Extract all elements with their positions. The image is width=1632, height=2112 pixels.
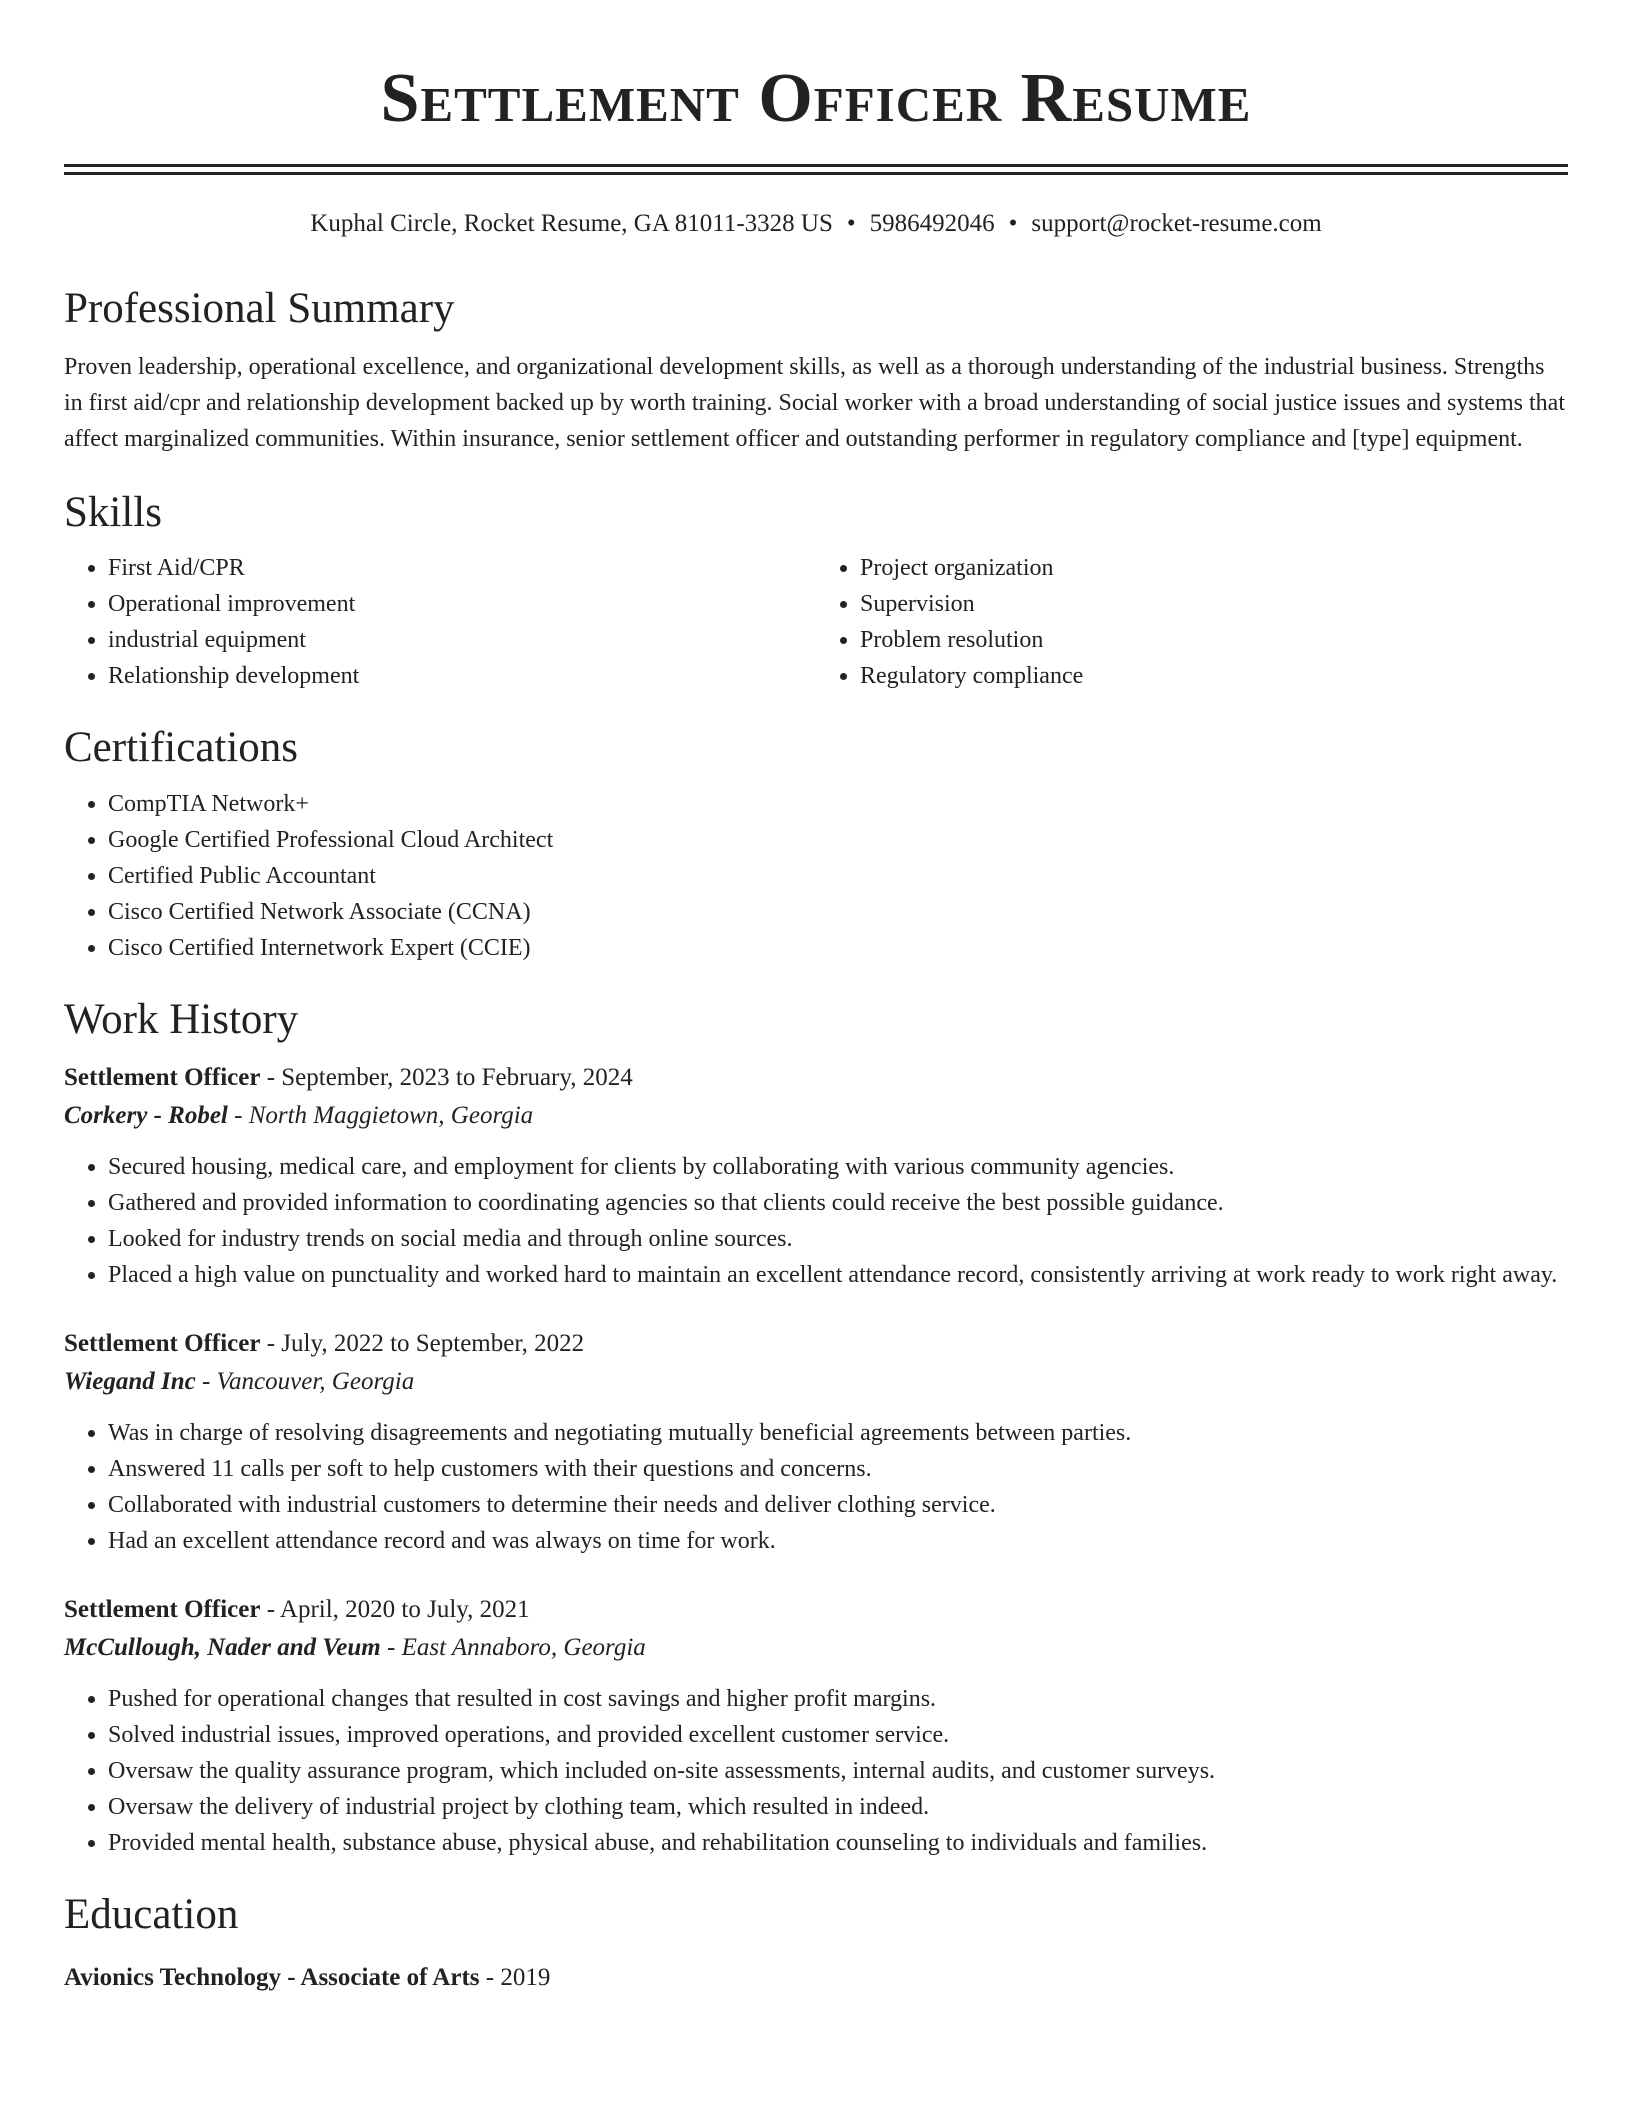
education-entry xyxy=(64,1959,1568,1997)
job-bullet: • Looked for industry trends on social media and through online sources. xyxy=(108,1221,1568,1257)
job-company-line xyxy=(64,1629,1568,1667)
job-company-line xyxy=(64,1363,1568,1401)
skills-grid xyxy=(64,550,1568,694)
contact-separator: • xyxy=(846,210,856,237)
education-heading: Education xyxy=(64,1891,239,1939)
job-title: Settlement Officer xyxy=(64,1330,261,1358)
job-bullet: • Was in charge of resolving disagreements and negotiating mutually beneficial agreements between parties. xyxy=(108,1415,1568,1451)
certifications-heading: Certifications xyxy=(64,724,299,772)
job-bullet: • Collaborated with industrial customers to determine their needs and deliver clothing service. xyxy=(108,1487,1568,1523)
skill-item: • Regulatory compliance xyxy=(860,658,1568,694)
skill-item: • Problem resolution xyxy=(860,622,1568,658)
job-title-line xyxy=(64,1059,1568,1097)
education-year: - 2019 xyxy=(479,1963,551,1991)
job-bullet: • Solved industrial issues, improved operations, and provided excellent customer service. xyxy=(108,1717,1568,1753)
title-divider xyxy=(64,164,1568,175)
job-dates: - April, 2020 to July, 2021 xyxy=(260,1596,530,1624)
job-bullet: • Secured housing, medical care, and employment for clients by collaborating with various community agencies. xyxy=(108,1149,1568,1185)
job-company: Corkery - Robel xyxy=(64,1102,228,1130)
education-degree: Avionics Technology - Associate of Arts xyxy=(64,1963,480,1991)
skill-item: • industrial equipment xyxy=(108,622,816,658)
job-dates: - July, 2022 to September, 2022 xyxy=(260,1330,585,1358)
job-bullet: • Provided mental health, substance abuse, physical abuse, and rehabilitation counseling to individuals and families. xyxy=(108,1825,1568,1861)
job-bullet: • Had an excellent attendance record and was always on time for work. xyxy=(108,1523,1568,1559)
job-location: - East Annaboro, Georgia xyxy=(380,1634,646,1662)
job-entry xyxy=(64,1591,1568,1861)
job-dates: - September, 2023 to February, 2024 xyxy=(260,1064,633,1092)
skills-list-right xyxy=(816,550,1568,694)
skills-section xyxy=(64,487,1568,695)
summary-heading: Professional Summary xyxy=(64,285,455,332)
certifications-section xyxy=(64,722,1568,966)
contact-address: Kuphal Circle, Rocket Resume, GA 81011-3328 US xyxy=(310,210,833,237)
contact-phone: 5986492046 xyxy=(869,210,995,237)
job-company: Wiegand Inc xyxy=(64,1368,196,1396)
job-bullet: • Gathered and provided information to coordinating agencies so that clients could receive the best possible guidance. xyxy=(108,1185,1568,1221)
job-title: Settlement Officer xyxy=(64,1596,261,1624)
skills-list-left xyxy=(64,550,816,694)
job-bullet: • Pushed for operational changes that resulted in cost savings and higher profit margins. xyxy=(108,1681,1568,1717)
job-bullet: • Oversaw the delivery of industrial project by clothing team, which resulted in indeed. xyxy=(108,1789,1568,1825)
contact-separator: • xyxy=(1008,210,1018,237)
summary-section xyxy=(64,283,1568,457)
certification-item: • Cisco Certified Internetwork Expert (CCIE) xyxy=(108,930,1568,966)
job-bullet: • Placed a high value on punctuality and worked hard to maintain an excellent attendance record, consistently arriving at work ready to work right away. xyxy=(108,1257,1568,1293)
job-location: - Vancouver, Georgia xyxy=(195,1368,415,1396)
work-history-heading: Work History xyxy=(64,995,299,1043)
skill-item: • Relationship development xyxy=(108,658,816,694)
skill-item: • First Aid/CPR xyxy=(108,550,816,586)
contact-line xyxy=(64,209,1568,239)
certifications-list xyxy=(64,786,1568,966)
job-company: McCullough, Nader and Veum xyxy=(64,1634,381,1662)
work-history-section xyxy=(64,994,1568,1862)
certification-item: • Certified Public Accountant xyxy=(108,858,1568,894)
job-title-line xyxy=(64,1591,1568,1629)
education-section xyxy=(64,1889,1568,1997)
summary-text: Proven leadership, operational excellence, and organizational development skills, as well as a thorough understanding of the industrial business. Strengths in first aid/cpr and relationship development backed up by worth training. Social worker with a broad understanding of social justice issues and systems that affect marginalized communities. Within insurance, senior settlement officer and outstanding performer in regulatory compliance and [type] equipment. xyxy=(64,353,1565,452)
job-title: Settlement Officer xyxy=(64,1064,261,1092)
contact-email[interactable]: support@rocket-resume.com xyxy=(1031,210,1322,237)
job-entry xyxy=(64,1325,1568,1559)
job-entry xyxy=(64,1059,1568,1293)
job-bullet: • Answered 11 calls per soft to help customers with their questions and concerns. xyxy=(108,1451,1568,1487)
job-bullets xyxy=(64,1681,1568,1861)
job-company-line xyxy=(64,1097,1568,1135)
job-bullets xyxy=(64,1149,1568,1293)
job-location: - North Maggietown, Georgia xyxy=(227,1102,534,1130)
skill-item: • Supervision xyxy=(860,586,1568,622)
certification-item: • CompTIA Network+ xyxy=(108,786,1568,822)
skill-item: • Operational improvement xyxy=(108,586,816,622)
skill-item: • Project organization xyxy=(860,550,1568,586)
page-title: Settlement Officer Resume xyxy=(380,60,1252,137)
job-bullet: • Oversaw the quality assurance program, which included on-site assessments, internal audits, and customer surveys. xyxy=(108,1753,1568,1789)
job-bullets xyxy=(64,1415,1568,1559)
job-title-line xyxy=(64,1325,1568,1363)
skills-heading: Skills xyxy=(64,488,162,536)
certification-item: • Cisco Certified Network Associate (CCNA) xyxy=(108,894,1568,930)
certification-item: • Google Certified Professional Cloud Architect xyxy=(108,822,1568,858)
